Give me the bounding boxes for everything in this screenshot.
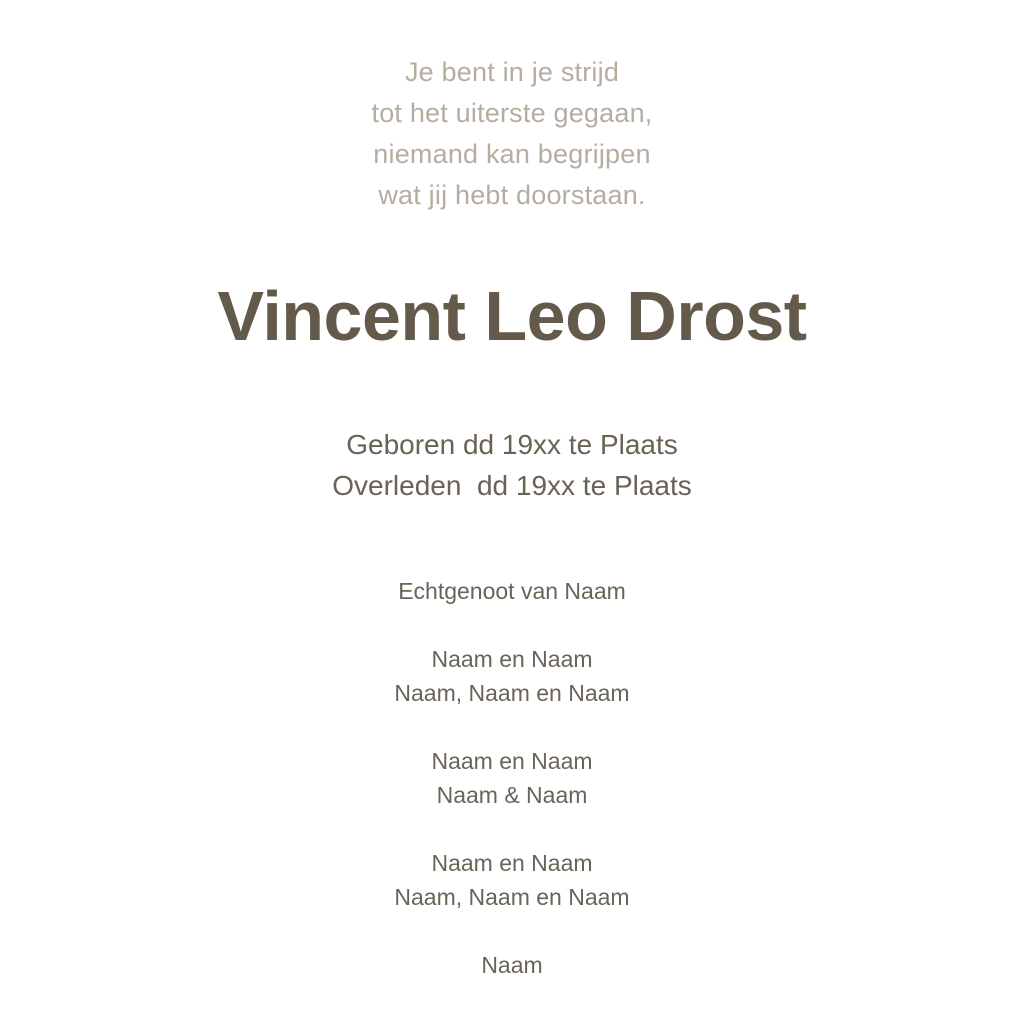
poem-line: tot het uiterste gegaan, (371, 98, 653, 128)
poem-line: niemand kan begrijpen (373, 139, 651, 169)
family-line: Naam & Naam (436, 782, 588, 808)
spouse-line: Echtgenoot van Naam (398, 578, 626, 604)
poem-line: Je bent in je strijd (404, 57, 620, 87)
spacer (0, 608, 1024, 642)
deceased-name: Vincent Leo Drost (217, 277, 807, 355)
family-line: Naam en Naam (431, 748, 593, 774)
poem-line: wat jij hebt doorstaan. (378, 180, 646, 210)
life-dates (0, 424, 1024, 506)
family-line: Naam en Naam (431, 850, 593, 876)
poem (0, 52, 1024, 216)
family-line-last: Naam (481, 952, 543, 978)
death-date: Overleden dd 19xx te Plaats (332, 470, 692, 501)
spacer (0, 914, 1024, 948)
family-line: Naam, Naam en Naam (394, 680, 630, 706)
birth-date: Geboren dd 19xx te Plaats (346, 429, 678, 460)
family-list (0, 574, 1024, 982)
family-line: Naam en Naam (431, 646, 593, 672)
family-line: Naam, Naam en Naam (394, 884, 630, 910)
spacer (0, 812, 1024, 846)
spacer (0, 710, 1024, 744)
